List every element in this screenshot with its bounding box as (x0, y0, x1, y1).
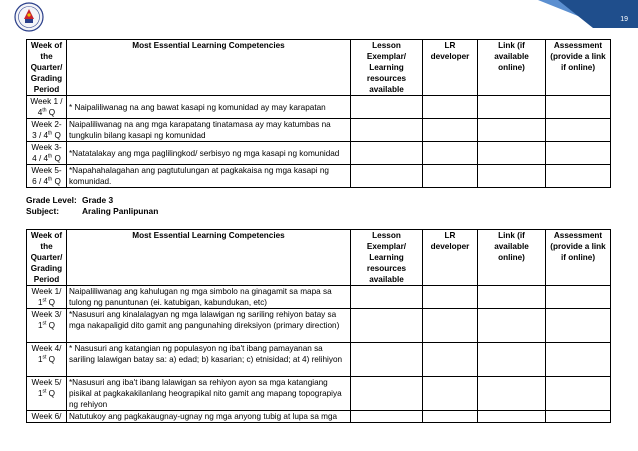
lesson-cell (351, 165, 423, 188)
header-melc: Most Essential Learning Competencies (67, 40, 351, 96)
header-assessment: Assessment (provide a link if online) (546, 40, 611, 96)
grade-level-line (26, 195, 158, 206)
assessment-cell (546, 309, 611, 343)
melc-cell: * Nasusuri ang katangian ng populasyon ng iba't ibang pamayanan sa sariling lalawigan batay sa: a) edad; b) kasarian; c) etnisidad; at 4) relihiyon (67, 343, 351, 377)
lesson-cell (351, 377, 423, 411)
melc-cell: * Naipaliliwanag na ang bawat kasapi ng komunidad ay may karapatan (67, 96, 351, 119)
link-cell (478, 411, 546, 423)
week-cell: Week 5/ 1st Q (27, 377, 67, 411)
lr-cell (423, 343, 478, 377)
header-week: Week of the Quarter/ Grading Period (27, 230, 67, 286)
lr-cell (423, 377, 478, 411)
assessment-cell (546, 411, 611, 423)
assessment-cell (546, 142, 611, 165)
link-cell (478, 309, 546, 343)
lesson-cell (351, 411, 423, 423)
lr-cell (423, 119, 478, 142)
link-cell (478, 377, 546, 411)
lesson-cell (351, 309, 423, 343)
grade-level-value: Grade 3 (82, 195, 114, 205)
header-link: Link (if available online) (478, 230, 546, 286)
table-row (27, 142, 611, 165)
page-number: 19 (620, 16, 628, 23)
week-cell: Week 5- 6 / 4th Q (27, 165, 67, 188)
assessment-cell (546, 286, 611, 309)
table-row (27, 96, 611, 119)
lesson-cell (351, 142, 423, 165)
lr-cell (423, 411, 478, 423)
header-lr: LR developer (423, 230, 478, 286)
table-row (27, 165, 611, 188)
assessment-cell (546, 119, 611, 142)
link-cell (478, 343, 546, 377)
link-cell (478, 119, 546, 142)
lr-cell (423, 142, 478, 165)
melc-cell: *Natatalakay ang mga paglilingkod/ serbisyo ng mga kasapi ng komunidad (67, 142, 351, 165)
week-cell: Week 1 / 4th Q (27, 96, 67, 119)
lesson-cell (351, 286, 423, 309)
subject-line (26, 206, 158, 217)
link-cell (478, 96, 546, 119)
table-row (27, 286, 611, 309)
table-row (27, 309, 611, 343)
week-cell: Week 6/ (27, 411, 67, 423)
corner-banner-decoration (498, 0, 638, 28)
header-lesson: Lesson Exemplar/ Learning resources available (351, 40, 423, 96)
header-link: Link (if available online) (478, 40, 546, 96)
assessment-cell (546, 343, 611, 377)
link-cell (478, 286, 546, 309)
assessment-cell (546, 165, 611, 188)
week-cell: Week 4/ 1st Q (27, 343, 67, 377)
lesson-cell (351, 96, 423, 119)
table-header-row (27, 40, 611, 96)
week-cell: Week 3- 4 / 4th Q (27, 142, 67, 165)
lr-cell (423, 309, 478, 343)
melc-cell: Naipaliliwanag na ang mga karapatang tinatamasa ay may katumbas na tungkulin bilang kasapi ng komunidad (67, 119, 351, 142)
table-row (27, 343, 611, 377)
link-cell (478, 165, 546, 188)
link-cell (478, 142, 546, 165)
melc-cell: Naipaliliwanag ang kahulugan ng mga simbolo na ginagamit sa mapa sa tulong ng panuntunan (ei. katubigan, kabundukan, etc) (67, 286, 351, 309)
melc-cell: *Napahahalagahan ang pagtutulungan at pagkakaisa ng mga kasapi ng komunidad. (67, 165, 351, 188)
lesson-cell (351, 343, 423, 377)
week-cell: Week 3/ 1st Q (27, 309, 67, 343)
table-row (27, 119, 611, 142)
melc-table-grade-3 (26, 229, 611, 423)
header-week: Week of the Quarter/ Grading Period (27, 40, 67, 96)
lesson-cell (351, 119, 423, 142)
week-cell: Week 2- 3 / 4th Q (27, 119, 67, 142)
deped-seal-icon (14, 2, 44, 32)
grade-level-label: Grade Level: (26, 195, 77, 205)
assessment-cell (546, 377, 611, 411)
melc-cell: *Nasusuri ang kinalalagyan ng mga lalawigan ng sariling rehiyon batay sa mga nakapaligid dito gamit ang pangunahing direksiyon (primary direction) (67, 309, 351, 343)
grade-info (26, 195, 158, 217)
melc-table-grade-2 (26, 39, 611, 188)
melc-cell: Natutukoy ang pagkakaugnay-ugnay ng mga anyong tubig at lupa sa mga (67, 411, 351, 423)
week-cell: Week 1/ 1st Q (27, 286, 67, 309)
header-assessment: Assessment (provide a link if online) (546, 230, 611, 286)
table-row (27, 411, 611, 423)
lr-cell (423, 286, 478, 309)
table-header-row (27, 230, 611, 286)
table-row (27, 377, 611, 411)
header-lr: LR developer (423, 40, 478, 96)
melc-cell: *Nasusuri ang iba't ibang lalawigan sa rehiyon ayon sa mga katangiang pisikal at pagkakakilanlang heograpikal nito gamit ang mapang topograpiya ng rehiyon (67, 377, 351, 411)
header-lesson: Lesson Exemplar/ Learning resources available (351, 230, 423, 286)
assessment-cell (546, 96, 611, 119)
lr-cell (423, 96, 478, 119)
lr-cell (423, 165, 478, 188)
subject-value: Araling Panlipunan (82, 206, 159, 216)
header-melc: Most Essential Learning Competencies (67, 230, 351, 286)
subject-label: Subject: (26, 206, 60, 216)
